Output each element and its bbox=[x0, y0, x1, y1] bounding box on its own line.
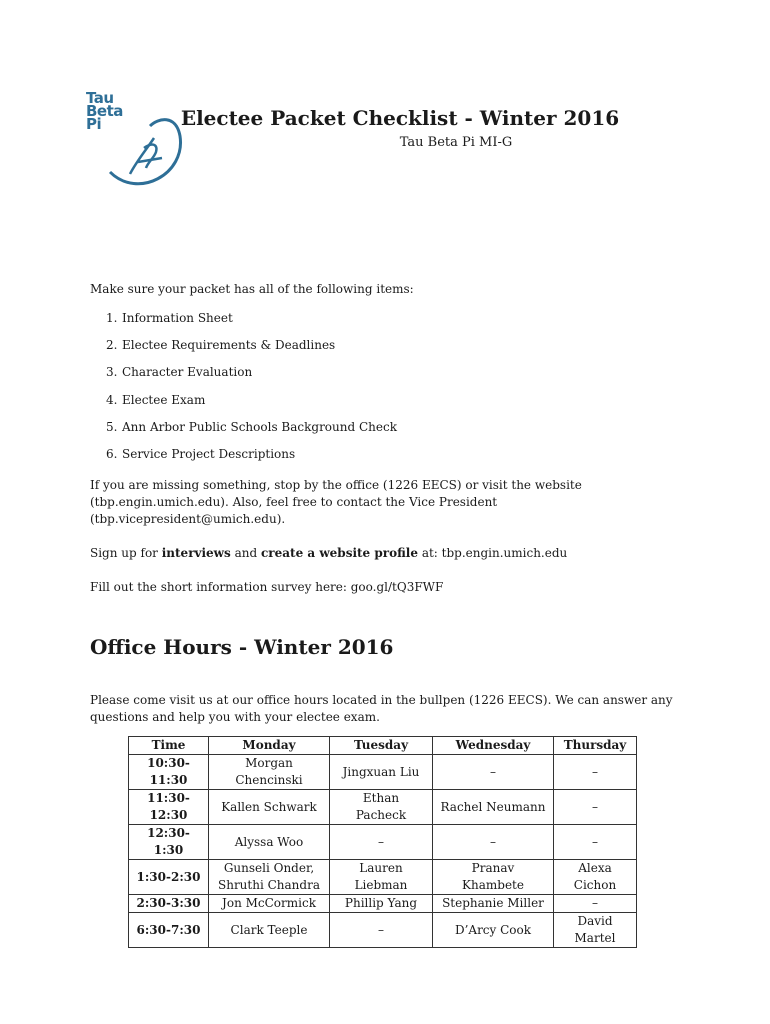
table-row: 11:30-12:30 Kallen Schwark Ethan Pacheck Rachel Neumann – bbox=[129, 790, 637, 825]
office-hours-table bbox=[128, 736, 637, 948]
missing-items-note: If you are missing something, stop by the office (1226 EECS) or visit the website (tbp.engin.umich.edu). Also, feel free to contact the Vice President (tbp.vicepresident@umich.edu). bbox=[90, 478, 582, 526]
table-row: 6:30-7:30 Clark Teeple – D’Arcy Cook David Martel bbox=[129, 913, 637, 948]
interviews-text: interviews bbox=[161, 546, 231, 560]
table-row: 2:30-3:30 Jon McCormick Phillip Yang Stephanie Miller – bbox=[129, 895, 637, 913]
column-header: Thursday bbox=[554, 737, 637, 755]
survey-line: Fill out the short information survey here: goo.gl/tQ3FWF bbox=[90, 580, 444, 594]
column-header: Time bbox=[129, 737, 209, 755]
list-item: 3. Character Evaluation bbox=[106, 365, 253, 380]
signup-line: Sign up for interviews and create a website profile at: tbp.engin.umich.edu bbox=[90, 546, 568, 560]
list-item: 2. Electee Requirements & Deadlines bbox=[106, 338, 336, 353]
list-item: 1. Information Sheet bbox=[106, 311, 233, 325]
table-header-row bbox=[129, 737, 637, 755]
page-subtitle: Tau Beta Pi MI-G bbox=[399, 135, 513, 150]
office-hours-heading: Office Hours - Winter 2016 bbox=[90, 635, 394, 659]
list-item: 5. Ann Arbor Public Schools Background Check bbox=[106, 419, 397, 434]
office-hours-intro: Please come visit us at our office hours located in the bullpen (1226 EECS). We can answer any questions and help you with your electee exam. bbox=[90, 693, 673, 724]
list-item: 4. Electee Exam bbox=[106, 392, 206, 407]
column-header: Wednesday bbox=[433, 737, 554, 755]
page-title: Electee Packet Checklist - Winter 2016 bbox=[180, 106, 620, 130]
table-row: 1:30-2:30 Gunseli Onder, Shruthi Chandra Lauren Liebman Pranav Khambete Alexa Cichon bbox=[129, 860, 637, 895]
list-item: 6. Service Project Descriptions bbox=[106, 446, 296, 461]
table-row: 12:30-1:30 Alyssa Woo – – – bbox=[129, 825, 637, 860]
column-header: Monday bbox=[209, 737, 330, 755]
website-profile-text: create a website profile bbox=[260, 546, 418, 560]
column-header: Tuesday bbox=[330, 737, 433, 755]
checklist-intro: Make sure your packet has all of the following items: bbox=[90, 282, 414, 296]
logo-wordmark: Tau Beta Pi bbox=[86, 89, 123, 133]
checklist bbox=[106, 310, 397, 473]
table-row: 10:30-11:30 Morgan Chencinski Jingxuan Liu – – bbox=[129, 755, 637, 790]
